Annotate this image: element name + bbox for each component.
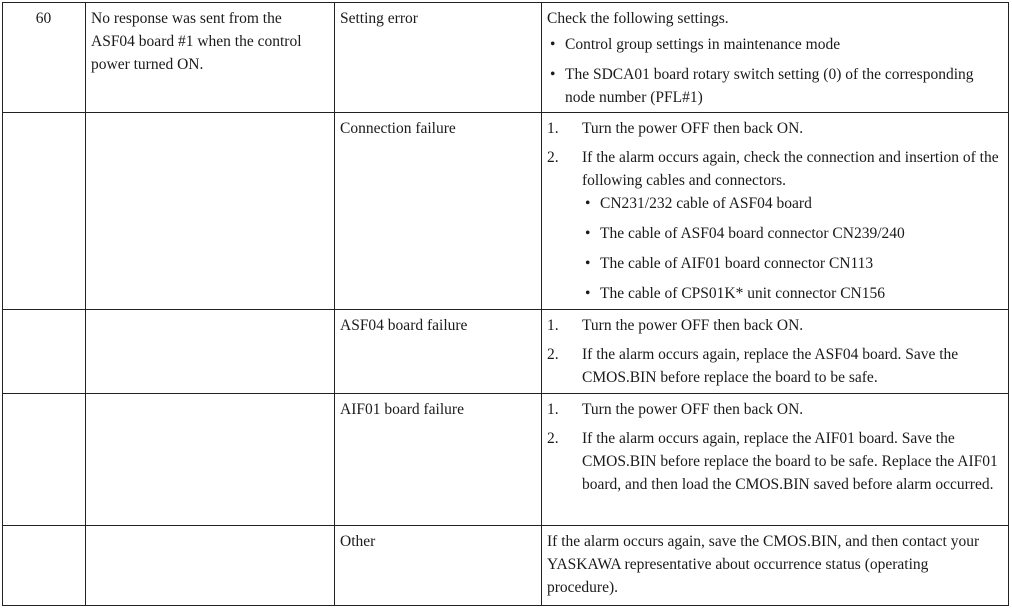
list-item: • The cable of CPS01K* unit connector CN156: [582, 282, 1002, 305]
list-item: [547, 398, 1002, 421]
cable-bullet-list: [582, 192, 1002, 305]
step-number: 1.: [547, 317, 559, 334]
step-text: If the alarm occurs again, check the connection and insertion of the following cables and connectors.: [582, 149, 999, 189]
step-text: Turn the power OFF then back ON.: [582, 120, 804, 137]
alarm-code: [3, 113, 86, 310]
remedy-steps: [547, 117, 1002, 305]
alarm-table: [2, 2, 1009, 606]
list-item: • The cable of AIF01 board connector CN113: [582, 252, 1002, 275]
remedy-intro: Check the following settings.: [547, 10, 729, 27]
alarm-description: [86, 310, 335, 394]
list-item: [547, 117, 1002, 140]
alarm-remedy: [542, 113, 1009, 310]
list-item: • The cable of ASF04 board connector CN239/240: [582, 222, 1002, 245]
remedy-steps: [547, 314, 1002, 389]
step-text: If the alarm occurs again, replace the AIF01 board. Save the CMOS.BIN before replace the board to be safe. Replace the AIF01 board, and then load the CMOS.BIN saved before alarm occurred.: [582, 430, 998, 493]
alarm-cause: Connection failure: [335, 113, 542, 310]
remedy-steps: [547, 398, 1002, 496]
list-item: [547, 343, 1002, 389]
list-item: • CN231/232 cable of ASF04 board: [582, 192, 1002, 215]
alarm-remedy: If the alarm occurs again, save the CMOS.BIN, and then contact your YASKAWA representative about occurrence status (operating procedure).: [542, 526, 1009, 606]
remedy-bullet-list: [547, 33, 1002, 109]
alarm-remedy: [542, 310, 1009, 394]
step-text: If the alarm occurs again, replace the ASF04 board. Save the CMOS.BIN before replace the board to be safe.: [582, 346, 959, 386]
alarm-remedy: [542, 3, 1009, 113]
table-row: [3, 394, 1009, 526]
list-item: [547, 427, 1002, 496]
step-text: Turn the power OFF then back ON.: [582, 317, 804, 334]
step-number: 2.: [547, 149, 559, 166]
step-number: 1.: [547, 401, 559, 418]
table-row: [3, 310, 1009, 394]
alarm-cause: Other: [335, 526, 542, 606]
table-row: [3, 113, 1009, 310]
alarm-code: 60: [3, 3, 86, 113]
table-row: [3, 526, 1009, 606]
alarm-cause: ASF04 board failure: [335, 310, 542, 394]
alarm-code: [3, 310, 86, 394]
alarm-description: No response was sent from the ASF04 board #1 when the control power turned ON.: [86, 3, 335, 113]
list-item: • The SDCA01 board rotary switch setting (0) of the corresponding node number (PFL#1): [547, 63, 1002, 109]
step-text: Turn the power OFF then back ON.: [582, 401, 804, 418]
list-item: [547, 314, 1002, 337]
alarm-description: [86, 113, 335, 310]
alarm-code: [3, 394, 86, 526]
alarm-description: [86, 394, 335, 526]
alarm-cause: Setting error: [335, 3, 542, 113]
list-item: • Control group settings in maintenance mode: [547, 33, 1002, 56]
step-number: 2.: [547, 346, 559, 363]
alarm-description: [86, 526, 335, 606]
alarm-code: [3, 526, 86, 606]
step-number: 2.: [547, 430, 559, 447]
alarm-cause: AIF01 board failure: [335, 394, 542, 526]
list-item: [547, 146, 1002, 305]
alarm-remedy: [542, 394, 1009, 526]
step-number: 1.: [547, 120, 559, 137]
table-row: [3, 3, 1009, 113]
